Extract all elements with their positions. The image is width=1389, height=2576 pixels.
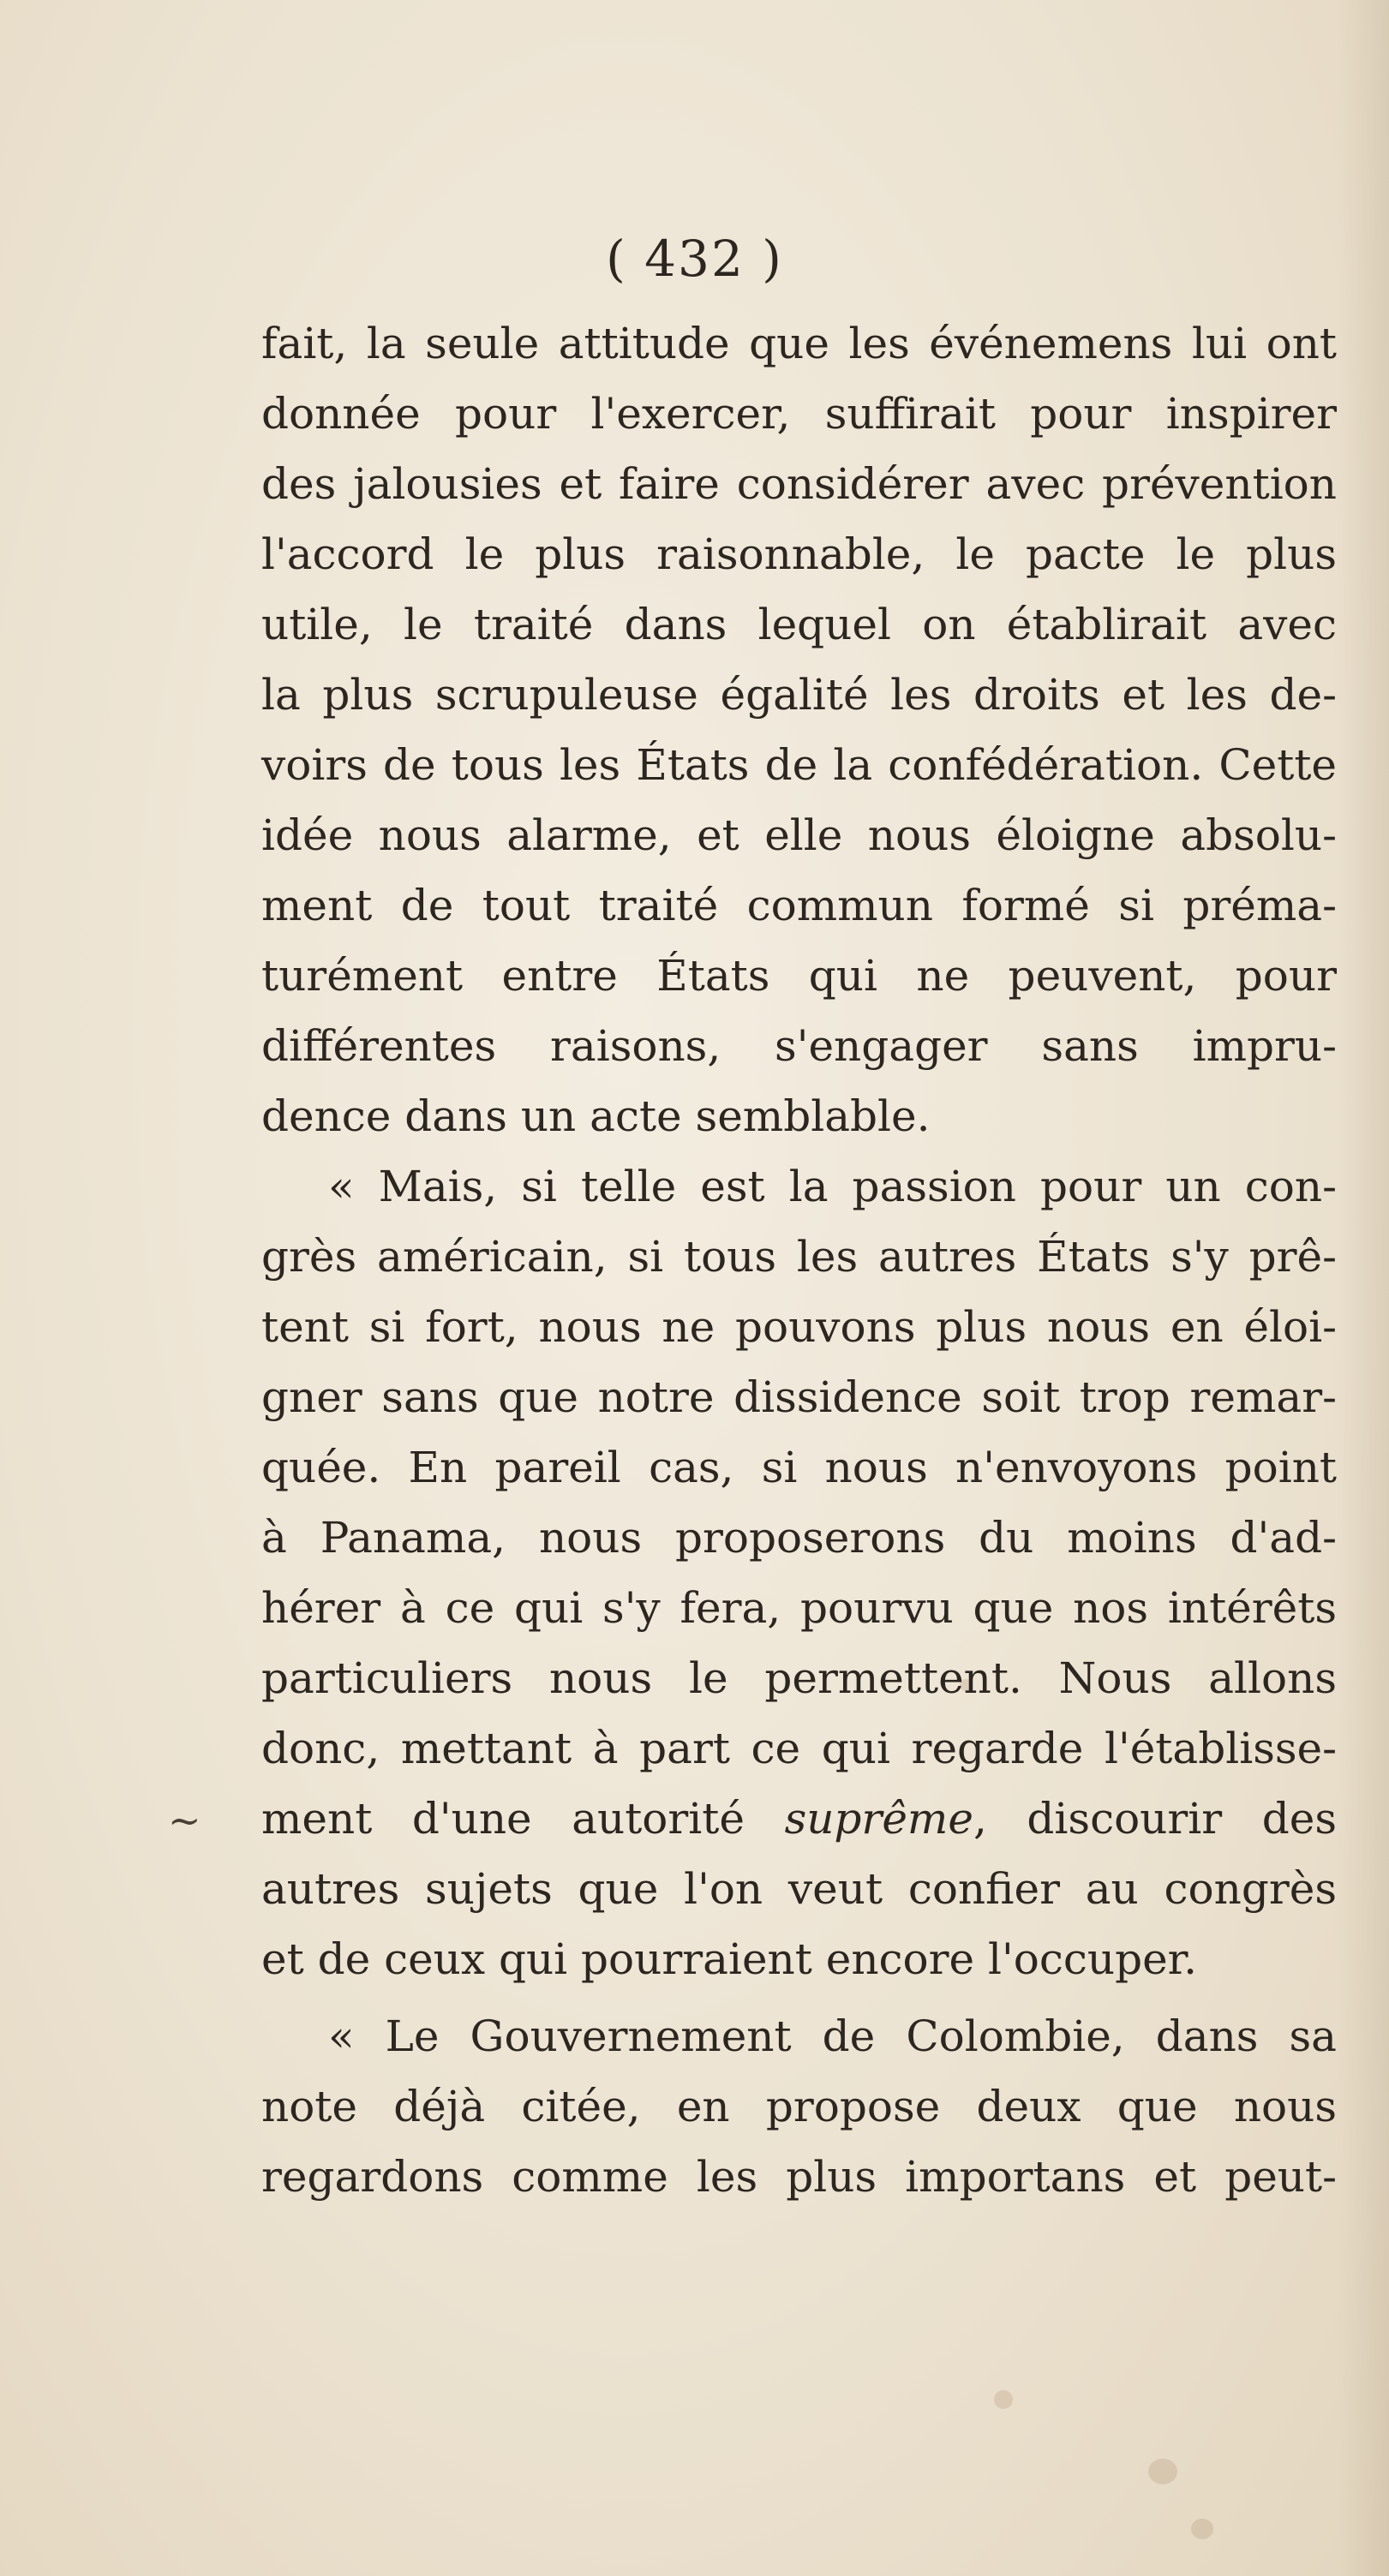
text-line: à Panama, nous proposerons du moins d'ad-	[261, 1513, 1337, 1563]
text-line: autres sujets que l'on veut confier au congrès	[261, 1864, 1337, 1914]
text-line: utile, le traité dans lequel on établirait avec	[261, 600, 1337, 649]
text-line: hérer à ce qui s'y fera, pourvu que nos intérêts	[261, 1583, 1337, 1633]
text-line: tent si fort, nous ne pouvons plus nous en éloi-	[261, 1302, 1337, 1352]
text-line: regardons comme les plus importans et peut-	[261, 2152, 1337, 2202]
text-line: fait, la seule attitude que les événemens lui ont	[261, 319, 1337, 368]
page-edge-shadow	[1338, 0, 1389, 2576]
text-line: turément entre États qui ne peuvent, pour	[261, 951, 1337, 1001]
body-text	[261, 308, 1337, 2212]
text-segment: , discourir des	[973, 1794, 1337, 1844]
paragraph-end-line: dence dans un acte semblable.	[261, 1091, 931, 1141]
text-line: donnée pour l'exercer, suffirait pour inspirer	[261, 389, 1337, 439]
foxing-spot	[1191, 2519, 1213, 2539]
text-segment: ment d'une autorité	[261, 1794, 785, 1844]
text-line: donc, mettant à part ce qui regarde l'établisse-	[261, 1724, 1337, 1773]
text-line: gner sans que notre dissidence soit trop remar-	[261, 1372, 1337, 1422]
margin-mark: ~	[168, 1797, 201, 1844]
italic-word: suprême	[784, 1794, 973, 1844]
text-line-with-italic	[261, 1784, 1337, 1854]
text-line: la plus scrupuleuse égalité les droits et les de-	[261, 670, 1337, 720]
text-line: idée nous alarme, et elle nous éloigne absolu-	[261, 810, 1337, 860]
page-number: ( 432 )	[606, 230, 783, 288]
text-line: quée. En pareil cas, si nous n'envoyons point	[261, 1443, 1337, 1492]
foxing-spot	[1148, 2459, 1177, 2484]
paragraph-end-line: et de ceux qui pourraient encore l'occuper.	[261, 1934, 1197, 1984]
text-line: ment de tout traité commun formé si préma-	[261, 881, 1337, 930]
text-line: l'accord le plus raisonnable, le pacte le plus	[261, 529, 1337, 579]
text-line: note déjà citée, en propose deux que nous	[261, 2082, 1337, 2131]
text-line: grès américain, si tous les autres États s'y prê-	[261, 1232, 1337, 1282]
text-line: différentes raisons, s'engager sans impru-	[261, 1021, 1337, 1071]
text-line: des jalousies et faire considérer avec prévention	[261, 459, 1337, 509]
text-line: voirs de tous les États de la confédération. Cette	[261, 740, 1337, 790]
paragraph-start-line: « Mais, si telle est la passion pour un con-	[328, 1162, 1337, 1211]
paragraph-start-line: « Le Gouvernement de Colombie, dans sa	[328, 2011, 1337, 2061]
foxing-spot	[994, 2390, 1013, 2409]
text-line: particuliers nous le permettent. Nous allons	[261, 1653, 1337, 1703]
